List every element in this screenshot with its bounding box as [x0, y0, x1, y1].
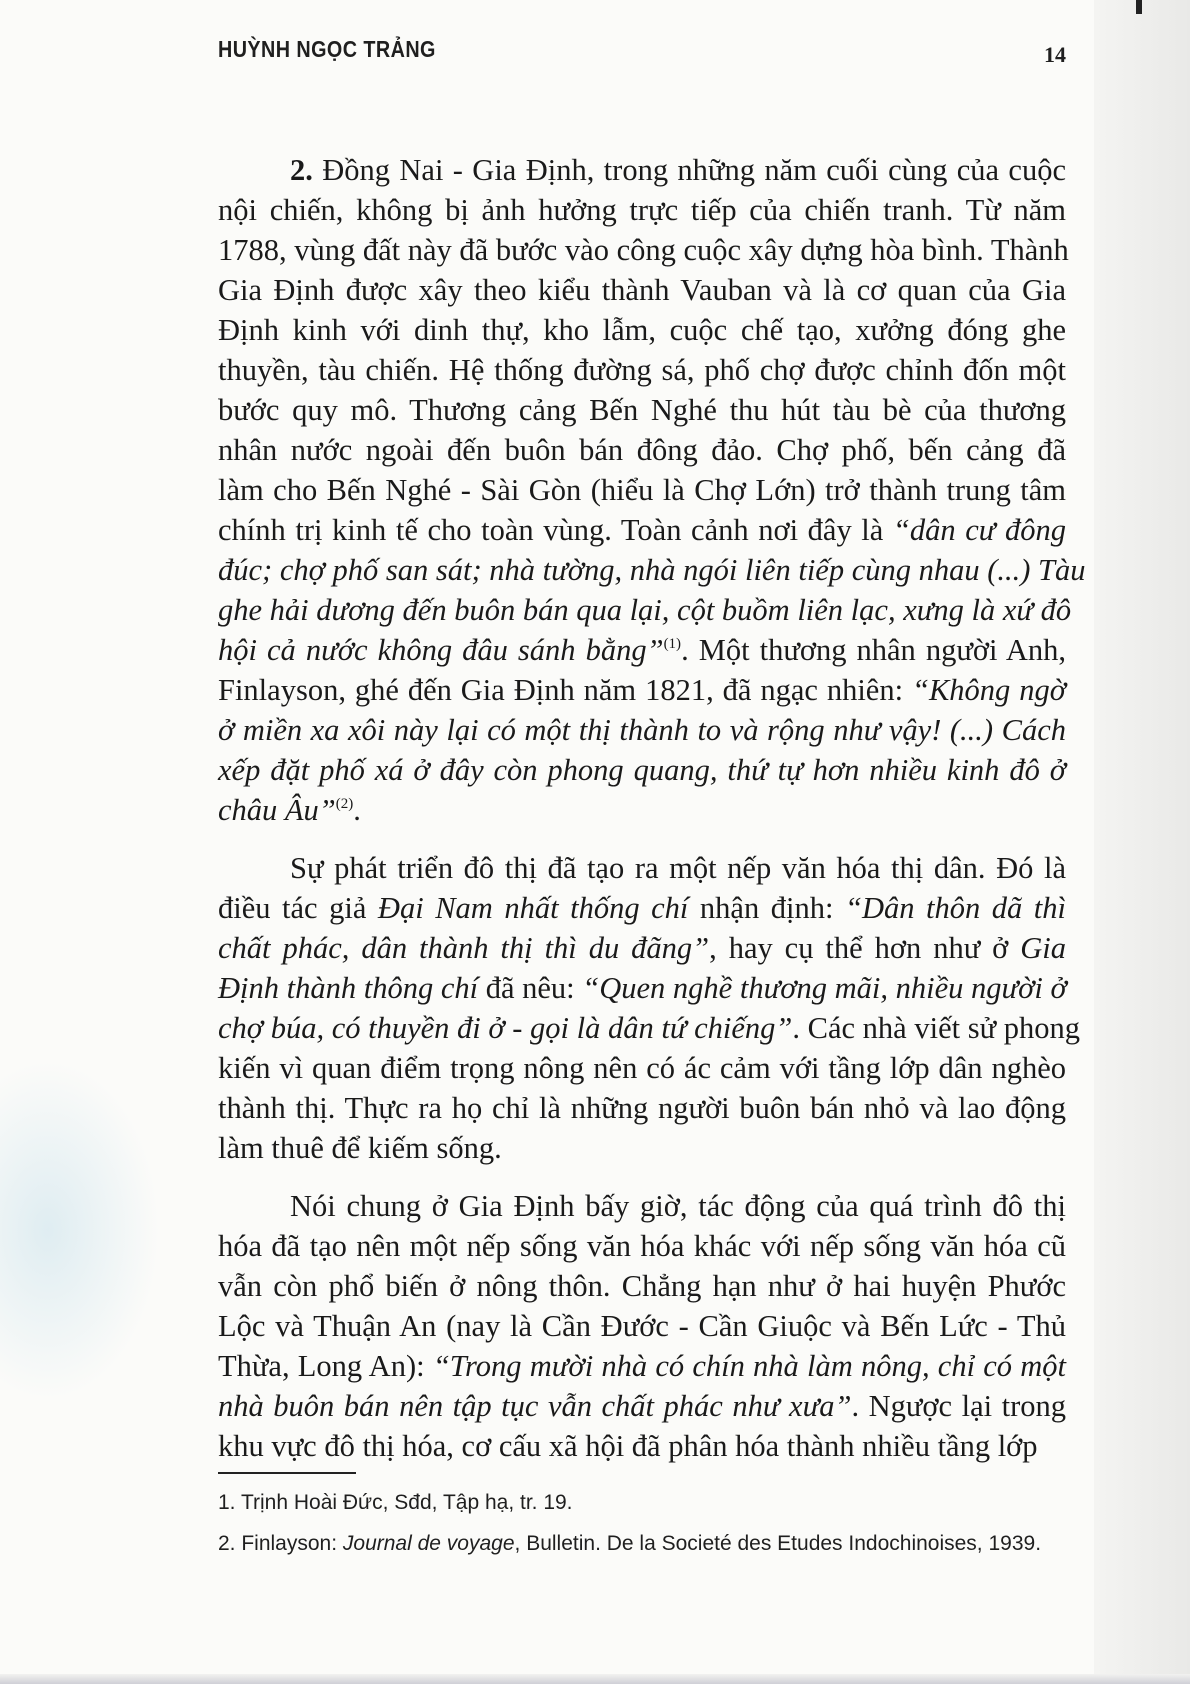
- italic-text: “Trong mười nhà có chín nhà làm nông, chỉ có một: [432, 1349, 1066, 1383]
- text-line: [218, 510, 1066, 550]
- section-number: 2.: [290, 153, 313, 187]
- text-line: [218, 390, 1066, 430]
- paragraph: [218, 1186, 1066, 1466]
- text-line: [218, 310, 1066, 350]
- text-line: [218, 848, 1066, 888]
- italic-text: Đại Nam nhất thống chí: [377, 891, 689, 925]
- text-run: . Một thương nhân người Anh,: [681, 633, 1066, 667]
- paragraph: [218, 150, 1086, 830]
- text-run: . Ngược lại trong: [851, 1389, 1066, 1423]
- italic-text: Journal de voyage: [342, 1532, 515, 1555]
- footnote-reference: (1): [663, 636, 682, 652]
- text-line: [218, 1226, 1066, 1266]
- text-run: chính trị kinh tế cho toàn vùng. Toàn cảnh nơi đây là: [218, 513, 893, 547]
- text-run: Lộc và Thuận An (nay là Cần Đước - Cần Giuộc và Bến Lức - Thủ: [218, 1309, 1066, 1343]
- text-run: đã nêu:: [478, 971, 583, 1005]
- paragraph: [218, 848, 1080, 1168]
- text-line: [218, 230, 1069, 270]
- italic-text: xếp đặt phố xá ở đây còn phong quang, thứ tự hơn nhiều kinh đô ở: [218, 753, 1066, 787]
- text-line: [218, 1128, 1066, 1168]
- page-edge-shadow: [1094, 0, 1190, 1684]
- text-run: nhân nước ngoài đến buôn bán đông đảo. Chợ phố, bến cảng đã: [218, 433, 1066, 467]
- text-line: [218, 928, 1066, 968]
- italic-text: chợ búa, có thuyền đi ở - gọi là dân tứ chiếng”: [218, 1011, 793, 1045]
- text-line: [218, 270, 1066, 310]
- text-run: thành thị. Thực ra họ chỉ là những người buôn bán nhỏ và lao động: [218, 1091, 1066, 1125]
- text-run: khu vực đô thị hóa, cơ cấu xã hội đã phân hóa thành nhiều tầng lớp: [218, 1429, 1038, 1463]
- text-line: [218, 1346, 1066, 1386]
- text-line: [218, 888, 1066, 928]
- text-line: [218, 550, 1086, 590]
- footnote-divider: [218, 1472, 356, 1474]
- text-run: hóa đã tạo nên một nếp sống văn hóa khác với nếp sống văn hóa cũ: [218, 1229, 1066, 1263]
- italic-text: “Quen nghề thương mãi, nhiều người ở: [582, 971, 1067, 1005]
- page-curl-shadow: [0, 1060, 160, 1400]
- text-run: làm cho Bến Nghé - Sài Gòn (hiểu là Chợ Lớn) trở thành trung tâm: [218, 473, 1066, 507]
- text-run: , hay cụ thể hơn như ở: [709, 931, 1021, 965]
- italic-text: nhà buôn bán nên tập tục vẫn chất phác như xưa”: [218, 1389, 852, 1423]
- text-run: Thừa, Long An):: [218, 1349, 433, 1383]
- text-line: [218, 150, 1066, 190]
- text-run: kiến vì quan điểm trọng nông nên có ác cảm với tầng lớp dân nghèo: [218, 1051, 1066, 1085]
- text-run: làm thuê để kiếm sống.: [218, 1131, 502, 1165]
- text-line: [218, 350, 1066, 390]
- italic-text: hội cả nước không đâu sánh bằng”: [218, 633, 664, 667]
- text-run: thuyền, tàu chiến. Hệ thống đường sá, phố chợ được chỉnh đốn một: [218, 353, 1066, 387]
- text-run: bước quy mô. Thương cảng Bến Nghé thu hút tàu bè của thương: [218, 393, 1066, 427]
- text-run: nội chiến, không bị ảnh hưởng trực tiếp của chiến tranh. Từ năm: [218, 193, 1066, 227]
- italic-text: ở miền xa xôi này lại có một thị thành to và rộng như vậy! (...) Cách: [218, 713, 1066, 747]
- text-run: vẫn còn phổ biến ở nông thôn. Chẳng hạn như ở hai huyện Phước: [218, 1269, 1066, 1303]
- text-run: điều tác giả: [218, 891, 378, 925]
- text-line: [218, 190, 1066, 230]
- italic-text: châu Âu”: [218, 793, 336, 827]
- italic-text: “Dân thôn dã thì: [844, 891, 1066, 925]
- paragraph-gap: [218, 830, 1066, 848]
- paragraph-gap: [218, 1168, 1066, 1186]
- text-run: Gia Định được xây theo kiểu thành Vauban và là cơ quan của Gia: [218, 273, 1066, 307]
- text-run: , Bulletin. De la Societé des Etudes Indochinoises, 1939.: [514, 1532, 1042, 1555]
- text-line: [218, 1088, 1066, 1128]
- scan-edge-mark: [1136, 0, 1142, 14]
- text-run: 2. Finlayson:: [218, 1532, 343, 1555]
- text-run: Nói chung ở Gia Định bấy giờ, tác động của quá trình đô thị: [290, 1189, 1066, 1223]
- text-run: Sự phát triển đô thị đã tạo ra một nếp văn hóa thị dân. Đó là: [290, 851, 1066, 885]
- footnote-2: [218, 1528, 1066, 1559]
- text-line: [218, 1008, 1080, 1048]
- text-line: [218, 670, 1066, 710]
- italic-text: “dân cư đông: [892, 513, 1066, 547]
- text-line: [218, 590, 1072, 630]
- text-run: nhận định:: [688, 891, 845, 925]
- italic-text: “Không ngờ: [911, 673, 1066, 707]
- text-line: [218, 1386, 1066, 1426]
- text-run: Finlayson, ghé đến Gia Định năm 1821, đã ngạc nhiên:: [218, 673, 912, 707]
- text-run: 1788, vùng đất này đã bước vào công cuộc xây dựng hòa bình. Thành: [218, 233, 1069, 267]
- page-header: [218, 36, 1066, 72]
- text-line: [218, 968, 1066, 1008]
- italic-text: chất phác, dân thành thị thì du đãng”: [218, 931, 710, 965]
- body-text: [218, 150, 1086, 1466]
- text-line: [218, 630, 1066, 670]
- text-run: Định kinh với dinh thự, kho lẫm, cuộc chế tạo, xưởng đóng ghe: [218, 313, 1066, 347]
- italic-text: đúc; chợ phố san sát; nhà tường, nhà ngói liên tiếp cùng nhau (...) Tàu: [218, 553, 1086, 587]
- text-run: 1. Trịnh Hoài Đức, Sđd, Tập hạ, tr. 19.: [218, 1491, 573, 1514]
- text-line: [218, 1048, 1066, 1088]
- text-line: [218, 1266, 1066, 1306]
- text-line: [218, 470, 1066, 510]
- text-line: [218, 790, 1066, 830]
- text-run: Đồng Nai - Gia Định, trong những năm cuối cùng của cuộc: [312, 153, 1066, 187]
- text-line: [218, 1186, 1066, 1226]
- text-run: .: [353, 793, 361, 827]
- text-line: [218, 1426, 1066, 1466]
- text-run: . Các nhà viết sử phong: [792, 1011, 1080, 1045]
- page-bottom-shadow: [0, 1674, 1190, 1684]
- text-line: [218, 430, 1066, 470]
- page-number: 14: [1044, 42, 1066, 67]
- footnote-reference: (2): [335, 796, 354, 812]
- text-line: [218, 750, 1066, 790]
- footnotes: [218, 1487, 1066, 1559]
- text-line: [218, 710, 1066, 750]
- italic-text: Định thành thông chí: [218, 971, 479, 1005]
- italic-text: ghe hải dương đến buôn bán qua lại, cột buồm liên lạc, xưng là xứ đô: [218, 593, 1072, 627]
- italic-text: Gia: [1020, 931, 1066, 965]
- footnote-1: [218, 1487, 1066, 1518]
- running-head-author: HUỲNH NGỌC TRẢNG: [218, 36, 436, 62]
- text-line: [218, 1306, 1066, 1346]
